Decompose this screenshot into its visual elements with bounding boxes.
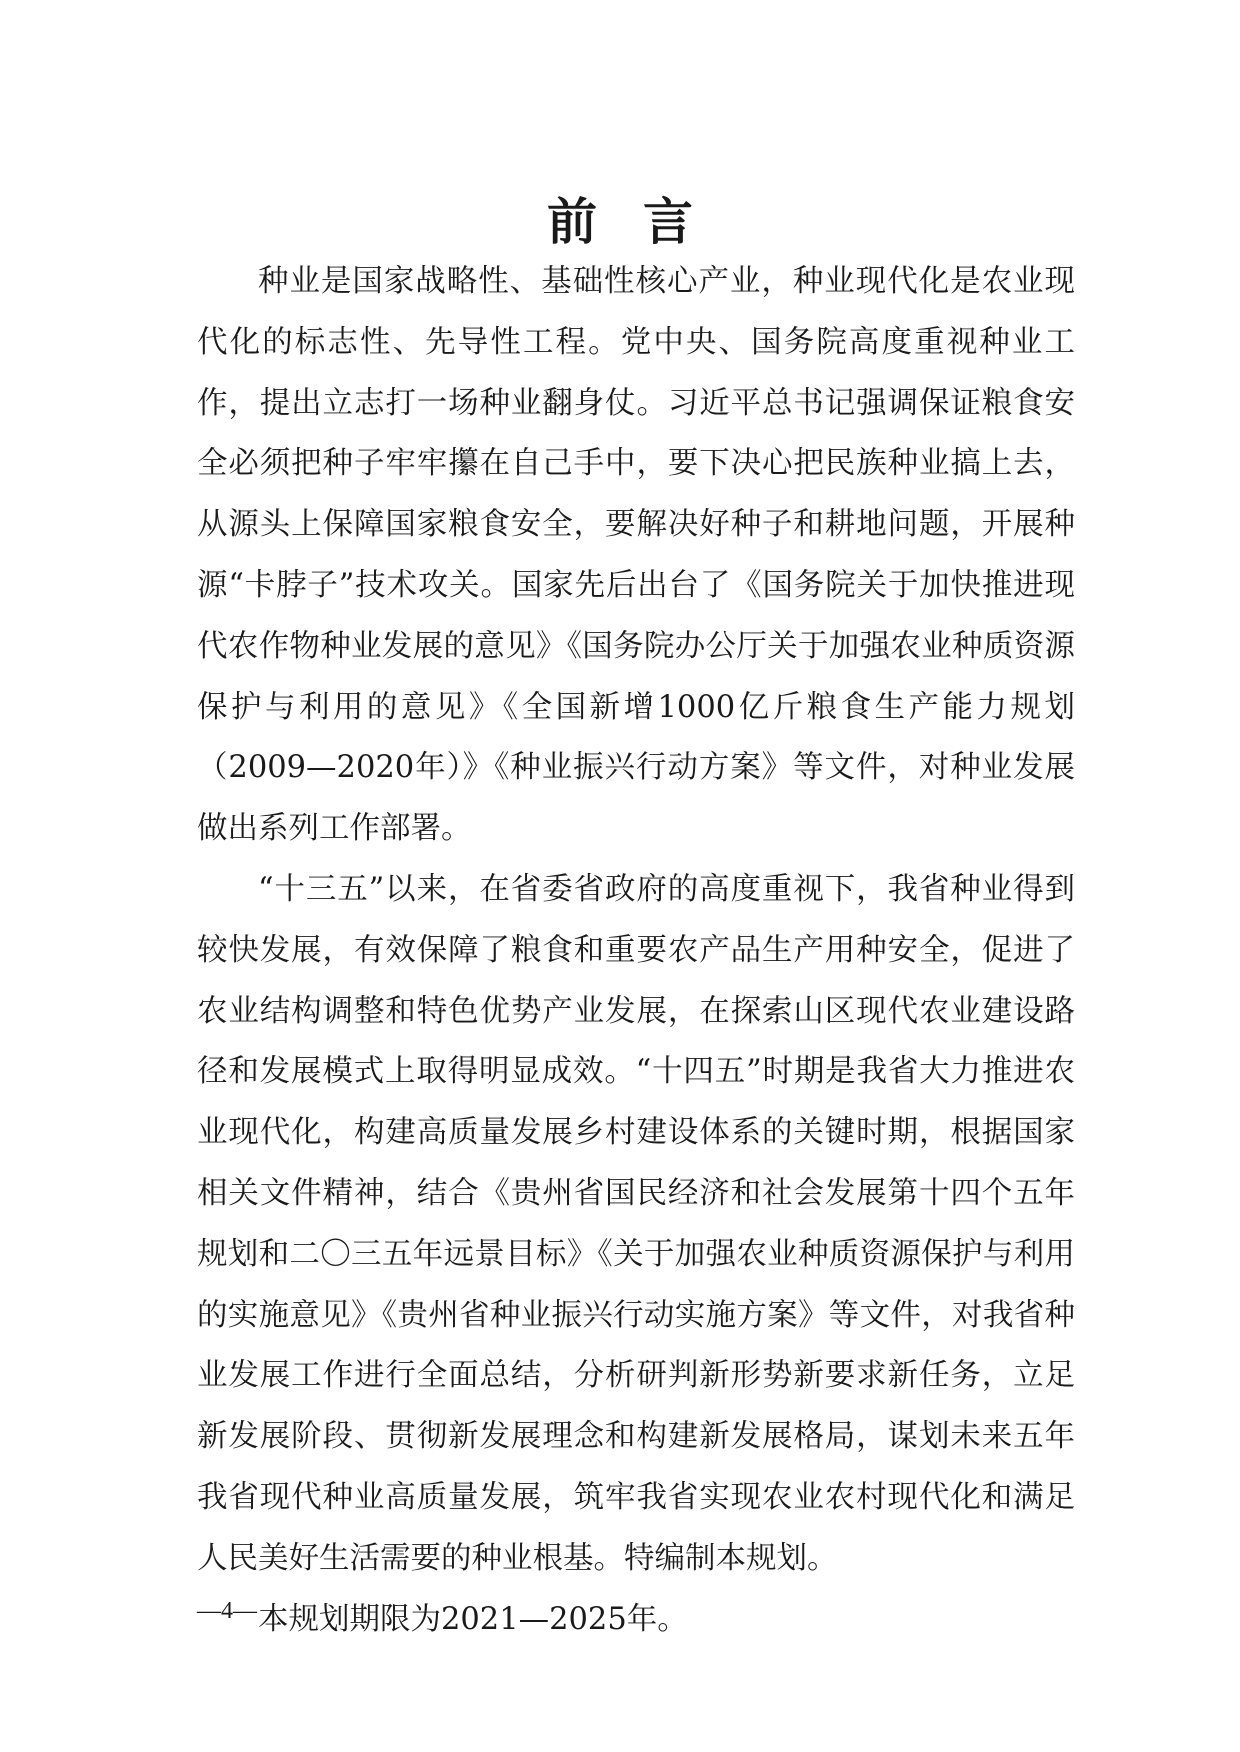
document-body	[197, 252, 1075, 1650]
paragraph-2: “十三五”以来，在省委省政府的高度重视下，我省种业得到较快发展，有效保障了粮食和重要农产品生产用种安全，促进了农业结构调整和特色优势产业发展，在探索山区现代农业建设路径和发展模式上取得明显成效。“十四五”时期是我省大力推进农业现代化，构建高质量发展乡村建设体系的关键时期，根据国家相关文件精神，结合《贵州省国民经济和社会发展第十四个五年规划和二〇三五年远景目标》《关于加强农业种质资源保护与利用的实施意见》《贵州省种业振兴行动实施方案》等文件，对我省种业发展工作进行全面总结，分析研判新形势新要求新任务，立足新发展阶段、贯彻新发展理念和构建新发展格局，谋划未来五年我省现代种业高质量发展，筑牢我省实现农业农村现代化和满足人民美好生活需要的种业根基。特编制本规划。	[197, 871, 1075, 1576]
page-title: 前言	[547, 192, 739, 251]
page-number: —4—	[197, 1598, 257, 1624]
paragraph-3: 本规划期限为2021—2025年。	[258, 1601, 688, 1637]
paragraph-1: 种业是国家战略性、基础性核心产业，种业现代化是农业现代化的标志性、先导性工程。党中央、国务院高度重视种业工作，提出立志打一场种业翻身仗。习近平总书记强调保证粮食安全必须把种子牢牢攥在自己手中，要下决心把民族种业搞上去，从源头上保障国家粮食安全，要解决好种子和耕地问题，开展种源“卡脖子”技术攻关。国家先后出台了《国务院关于加快推进现代农作物种业发展的意见》《国务院办公厅关于加强农业种质资源保护与利用的意见》《全国新增1000亿斤粮食生产能力规划（2009—2020年）》《种业振兴行动方案》等文件，对种业发展做出系列工作部署。	[197, 264, 1075, 847]
